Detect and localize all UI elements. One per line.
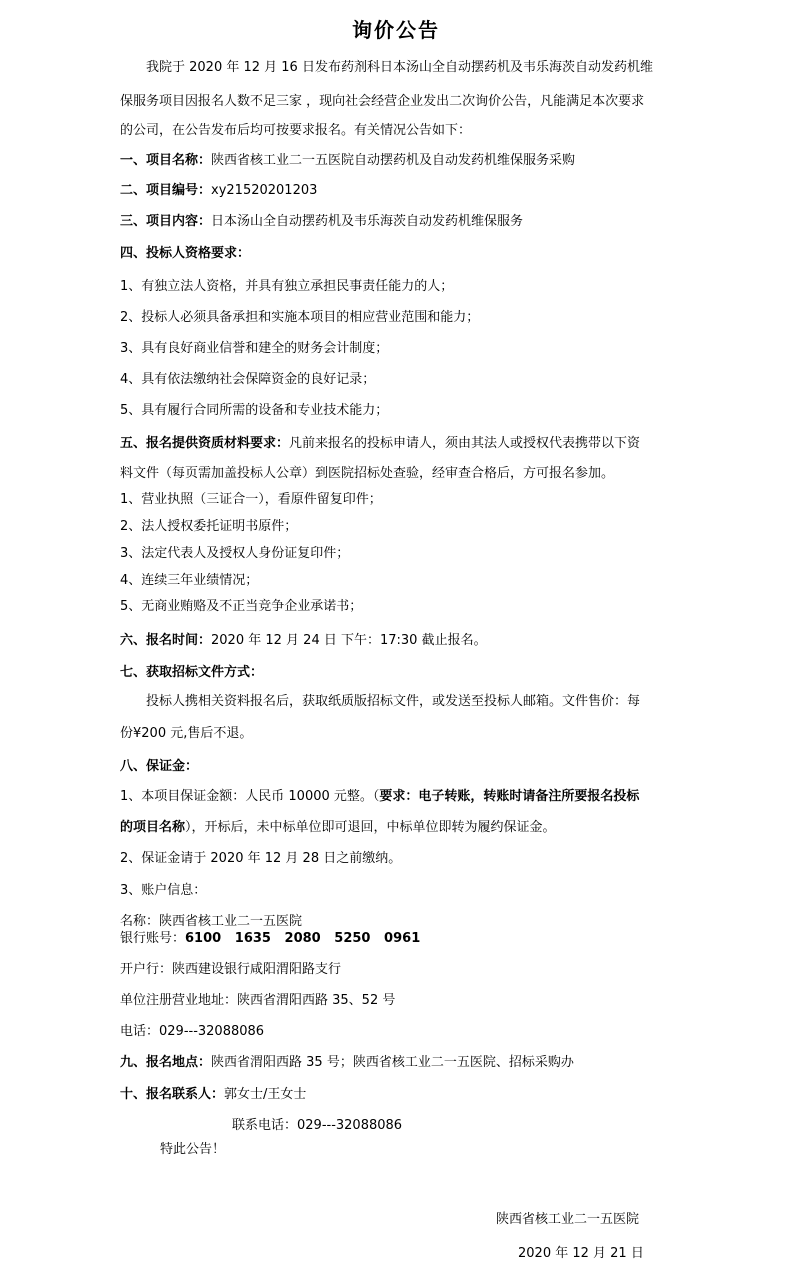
list-item: 1、营业执照（三证合一），看原件留复印件； bbox=[120, 492, 382, 507]
deposit-requirement-end: 的项目名称 bbox=[120, 820, 186, 835]
signature-date: 2020 年 12 月 21 日 bbox=[518, 1246, 644, 1261]
bank-branch: 开户行：陕西建设银行咸阳渭阳路支行 bbox=[120, 962, 342, 977]
page-title: 询价公告 bbox=[352, 18, 440, 42]
signature-org: 陕西省核工业二一五医院 bbox=[496, 1212, 640, 1227]
section-4-heading: 四、投标人资格要求： bbox=[120, 246, 251, 261]
list-item: 5、具有履行合同所需的设备和专业技术能力； bbox=[120, 403, 389, 418]
section-7-text-1: 投标人携相关资料报名后，获取纸质版招标文件，或发送至投标人邮箱。文件售价：每 bbox=[146, 694, 641, 709]
account-name: 名称：陕西省核工业二一五医院 bbox=[120, 914, 303, 929]
section-5 bbox=[120, 435, 640, 453]
section-1 bbox=[120, 152, 575, 170]
section-2 bbox=[120, 182, 317, 200]
section-3-label: 三、项目内容： bbox=[120, 214, 212, 229]
section-5-label: 五、报名提供资质材料要求： bbox=[120, 436, 290, 451]
section-1-text: 陕西省核工业二一五医院自动摆药机及自动发药机维保服务采购 bbox=[211, 153, 576, 168]
list-item: 4、连续三年业绩情况； bbox=[120, 573, 259, 588]
deposit-item-1-cont bbox=[120, 819, 556, 837]
account-phone: 电话：029---32088086 bbox=[120, 1024, 265, 1039]
section-7-text-2: 份¥200 元,售后不退。 bbox=[120, 726, 253, 741]
section-1-label: 一、项目名称： bbox=[120, 153, 212, 168]
list-item: 4、具有依法缴纳社会保障资金的良好记录； bbox=[120, 372, 376, 387]
list-item: 1、有独立法人资格，并具有独立承担民事责任能力的人； bbox=[120, 279, 454, 294]
section-3 bbox=[120, 213, 523, 231]
section-6-text: 2020 年 12 月 24 日 下午：17:30 截止报名。 bbox=[211, 633, 487, 648]
section-8-heading: 八、保证金： bbox=[120, 759, 199, 774]
list-item: 2、法人授权委托证明书原件； bbox=[120, 519, 298, 534]
bank-account bbox=[120, 930, 420, 948]
section-2-label: 二、项目编号： bbox=[120, 183, 212, 198]
deposit-requirement: 要求：电子转账，转账时请备注所要报名投标 bbox=[379, 789, 640, 804]
bank-account-number: 6100 1635 2080 5250 0961 bbox=[185, 931, 421, 946]
contact-phone: 联系电话：029---32088086 bbox=[232, 1118, 403, 1133]
section-10 bbox=[120, 1086, 306, 1104]
section-7-heading: 七、获取招标文件方式： bbox=[120, 665, 264, 680]
deposit-item-3: 3、账户信息： bbox=[120, 883, 207, 898]
section-10-text: 郭女士/王女士 bbox=[224, 1087, 307, 1102]
section-9-label: 九、报名地点： bbox=[120, 1055, 212, 1070]
section-5-text-1: 凡前来报名的投标申请人，须由其法人或授权代表携带以下资 bbox=[289, 436, 641, 451]
list-item: 2、投标人必须具备承担和实施本项目的相应营业范围和能力； bbox=[120, 310, 480, 325]
intro-line-2: 保服务项目因报名人数不足三家 ，现向社会经营企业发出二次询价公告，凡能满足本次要求 bbox=[120, 94, 645, 109]
list-item: 3、法定代表人及授权人身份证复印件； bbox=[120, 546, 350, 561]
intro-line-3: 的公司，在公告发布后均可按要求报名。有关情况公告如下： bbox=[120, 123, 472, 138]
deposit-item-2: 2、保证金请于 2020 年 12 月 28 日之前缴纳。 bbox=[120, 851, 402, 866]
deposit-amount: 1、本项目保证金额：人民币 10000 元整。（ bbox=[120, 789, 380, 804]
section-2-text: xy21520201203 bbox=[211, 183, 318, 198]
deposit-refund-text: ），开标后，未中标单位即可退回，中标单位即转为履约保证金。 bbox=[185, 820, 556, 835]
section-9-text: 陕西省渭阳西路 35 号；陕西省核工业二一五医院、招标采购办 bbox=[211, 1055, 574, 1070]
closing-text: 特此公告！ bbox=[160, 1142, 226, 1157]
deposit-item-1 bbox=[120, 788, 639, 806]
bank-account-label: 银行账号： bbox=[120, 931, 186, 946]
intro-line-1: 我院于 2020 年 12 月 16 日发布药剂科日本汤山全自动摆药机及韦乐海茨自动发药机维 bbox=[146, 60, 653, 75]
section-3-text: 日本汤山全自动摆药机及韦乐海茨自动发药机维保服务 bbox=[211, 214, 524, 229]
section-5-text-2: 料文件（每页需加盖投标人公章）到医院招标处查验，经审查合格后，方可报名参加。 bbox=[120, 466, 615, 481]
section-9 bbox=[120, 1054, 574, 1072]
list-item: 5、无商业贿赂及不正当竞争企业承诺书； bbox=[120, 599, 363, 614]
registered-address: 单位注册营业地址：陕西省渭阳西路 35、52 号 bbox=[120, 993, 396, 1008]
list-item: 3、具有良好商业信誉和建全的财务会计制度； bbox=[120, 341, 389, 356]
section-6 bbox=[120, 632, 487, 650]
section-6-label: 六、报名时间： bbox=[120, 633, 212, 648]
section-10-label: 十、报名联系人： bbox=[120, 1087, 225, 1102]
